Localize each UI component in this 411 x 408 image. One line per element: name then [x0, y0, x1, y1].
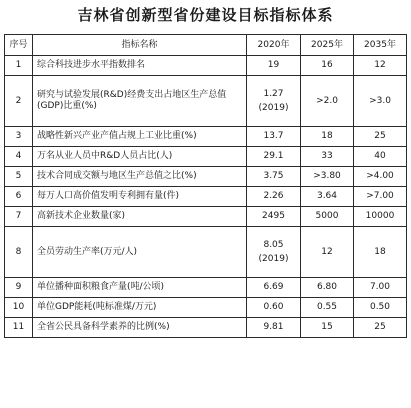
table-row	[5, 227, 407, 278]
row-value-2035: 12	[354, 56, 407, 76]
header-name: 指标名称	[33, 35, 247, 56]
row-value-2035: 18	[354, 227, 407, 278]
row-index: 7	[5, 207, 33, 227]
row-value-2025: 3.64	[301, 187, 354, 207]
row-value-2025: >3.80	[301, 167, 354, 187]
row-value-2025: 16	[301, 56, 354, 76]
row-value-2035: >7.00	[354, 187, 407, 207]
row-value-2035: 40	[354, 147, 407, 167]
row-index: 3	[5, 127, 33, 147]
table-row	[5, 167, 407, 187]
row-index: 8	[5, 227, 33, 278]
row-value-2020: 2.26	[247, 187, 301, 207]
row-value-2035: 10000	[354, 207, 407, 227]
row-value-2035: 25	[354, 318, 407, 338]
row-name: 综合科技进步水平指数排名	[33, 56, 247, 76]
row-value-2025: 5000	[301, 207, 354, 227]
row-value-2025: 12	[301, 227, 354, 278]
header-2020: 2020年	[247, 35, 301, 56]
indicator-table	[4, 34, 407, 338]
header-2035: 2035年	[354, 35, 407, 56]
row-value-2020-note: (2019)	[258, 102, 289, 113]
row-value-2025: >2.0	[301, 76, 354, 127]
row-value-2035: >3.0	[354, 76, 407, 127]
row-value-2020-cell	[247, 227, 301, 278]
row-name: 每万人口高价值发明专利拥有量(件)	[33, 187, 247, 207]
row-name: 战略性新兴产业产值占规上工业比重(%)	[33, 127, 247, 147]
row-index: 1	[5, 56, 33, 76]
row-value-2020: 3.75	[247, 167, 301, 187]
row-name: 研究与试验发展(R&D)经费支出占地区生产总值(GDP)比重(%)	[33, 76, 247, 127]
row-value-2025: 6.80	[301, 278, 354, 298]
row-value-2020: 2495	[247, 207, 301, 227]
row-name: 高新技术企业数量(家)	[33, 207, 247, 227]
row-value-2020: 1.27	[263, 88, 284, 99]
row-value-2020: 19	[247, 56, 301, 76]
row-value-2035: 7.00	[354, 278, 407, 298]
row-index: 11	[5, 318, 33, 338]
table-row	[5, 318, 407, 338]
table-title: 吉林省创新型省份建设目标指标体系	[77, 6, 334, 24]
row-name: 单位播种面积粮食产量(吨/公顷)	[33, 278, 247, 298]
header-index: 序号	[5, 35, 33, 56]
row-index: 4	[5, 147, 33, 167]
row-name: 全省公民具备科学素养的比例(%)	[33, 318, 247, 338]
table-header-row	[5, 35, 407, 56]
row-value-2020: 29.1	[247, 147, 301, 167]
row-value-2020: 8.05	[263, 239, 284, 250]
row-value-2035: 25	[354, 127, 407, 147]
row-value-2035: >4.00	[354, 167, 407, 187]
row-index: 10	[5, 298, 33, 318]
table-row	[5, 207, 407, 227]
row-name: 全员劳动生产率(万元/人)	[33, 227, 247, 278]
row-index: 9	[5, 278, 33, 298]
row-value-2025: 0.55	[301, 298, 354, 318]
row-index: 5	[5, 167, 33, 187]
table-row	[5, 298, 407, 318]
header-2025: 2025年	[301, 35, 354, 56]
row-value-2020: 9.81	[247, 318, 301, 338]
row-name: 万名从业人员中R&D人员占比(人)	[33, 147, 247, 167]
row-value-2020: 0.60	[247, 298, 301, 318]
table-row	[5, 147, 407, 167]
row-name: 技术合同成交额与地区生产总值之比(%)	[33, 167, 247, 187]
row-index: 2	[5, 76, 33, 127]
row-value-2020-cell	[247, 76, 301, 127]
row-value-2020: 13.7	[247, 127, 301, 147]
row-value-2020: 6.69	[247, 278, 301, 298]
row-value-2035: 0.50	[354, 298, 407, 318]
table-row	[5, 76, 407, 127]
table-row	[5, 56, 407, 76]
table-row	[5, 127, 407, 147]
row-value-2025: 33	[301, 147, 354, 167]
table-row	[5, 187, 407, 207]
table-row	[5, 278, 407, 298]
row-index: 6	[5, 187, 33, 207]
row-value-2025: 18	[301, 127, 354, 147]
row-name: 单位GDP能耗(吨标准煤/万元)	[33, 298, 247, 318]
row-value-2025: 15	[301, 318, 354, 338]
row-value-2020-note: (2019)	[258, 253, 289, 264]
